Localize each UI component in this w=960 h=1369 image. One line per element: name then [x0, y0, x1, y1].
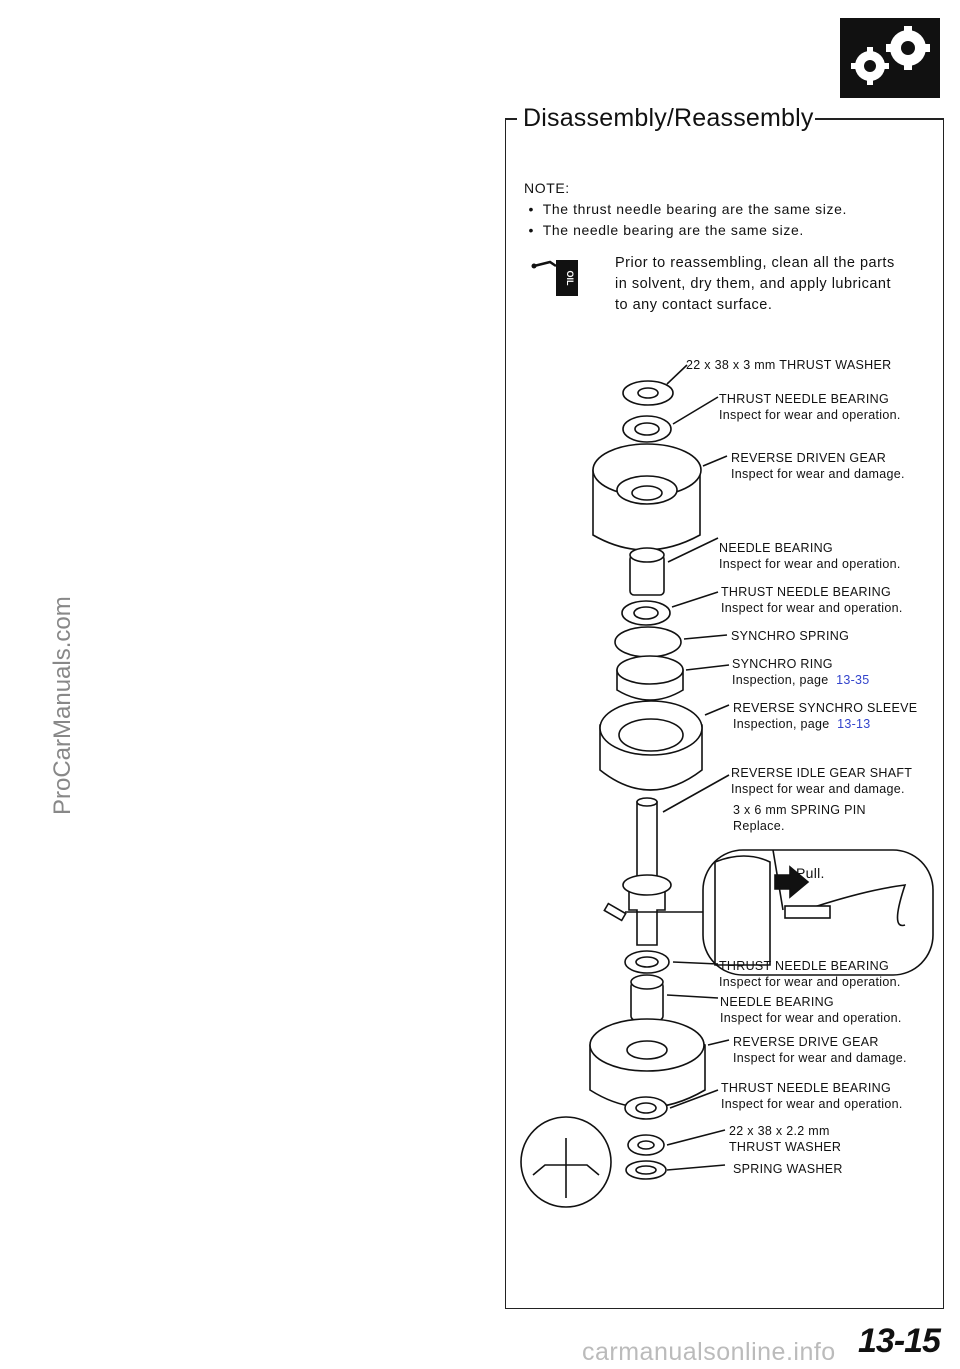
page-number: 13-15 [858, 1322, 940, 1360]
page-ref-link[interactable]: 13-13 [837, 717, 871, 731]
frame-top-right-rule [815, 118, 944, 120]
side-watermark [20, 520, 80, 820]
part-label: 22 x 38 x 3 mm THRUST WASHER [686, 358, 892, 372]
part-label: 22 x 38 x 2.2 mm THRUST WASHER [729, 1124, 842, 1154]
note-item: • The thrust needle bearing are the same size. [524, 201, 847, 217]
part-label: REVERSE IDLE GEAR SHAFT Inspect for wear and damage. [731, 766, 913, 796]
part-label: REVERSE SYNCHRO SLEEVE Inspection, page 13-13 [733, 701, 918, 731]
oil-instruction: Prior to reassembling, clean all the parts in solvent, dry them, and apply lubricant to any contact surface. [615, 255, 895, 313]
page-ref-link[interactable]: 13-35 [836, 673, 870, 687]
section-title: Disassembly/Reassembly [523, 104, 814, 132]
pull-label: Pull. [796, 865, 825, 881]
part-label: 3 x 6 mm SPRING PIN Replace. [733, 803, 866, 833]
part-label: SYNCHRO SPRING [731, 629, 850, 643]
svg-text:ProCarManuals.com: ProCarManuals.com [49, 596, 76, 815]
oil-icon-text: OIL [565, 270, 575, 286]
part-label: SYNCHRO RING Inspection, page 13-35 [732, 657, 870, 687]
part-label: NEEDLE BEARING Inspect for wear and operation. [719, 541, 901, 571]
part-label: NEEDLE BEARING Inspect for wear and operation. [720, 995, 902, 1025]
part-label: THRUST NEEDLE BEARING Inspect for wear and operation. [719, 392, 901, 422]
oil-can-icon [530, 252, 580, 298]
part-label: REVERSE DRIVE GEAR Inspect for wear and damage. [733, 1035, 907, 1065]
note-item: • The needle bearing are the same size. [524, 222, 804, 238]
gears-icon [840, 18, 940, 98]
part-label: REVERSE DRIVEN GEAR Inspect for wear and damage. [731, 451, 905, 481]
frame-top-left-rule [505, 118, 517, 120]
part-label: THRUST NEEDLE BEARING Inspect for wear and operation. [721, 585, 903, 615]
footer-watermark: carmanualsonline.info [582, 1338, 836, 1366]
part-label: THRUST NEEDLE BEARING Inspect for wear and operation. [719, 959, 901, 989]
part-label: THRUST NEEDLE BEARING Inspect for wear and operation. [721, 1081, 903, 1111]
note-heading: NOTE: [524, 180, 570, 196]
part-label: SPRING WASHER [733, 1162, 843, 1176]
note-block [524, 178, 847, 241]
